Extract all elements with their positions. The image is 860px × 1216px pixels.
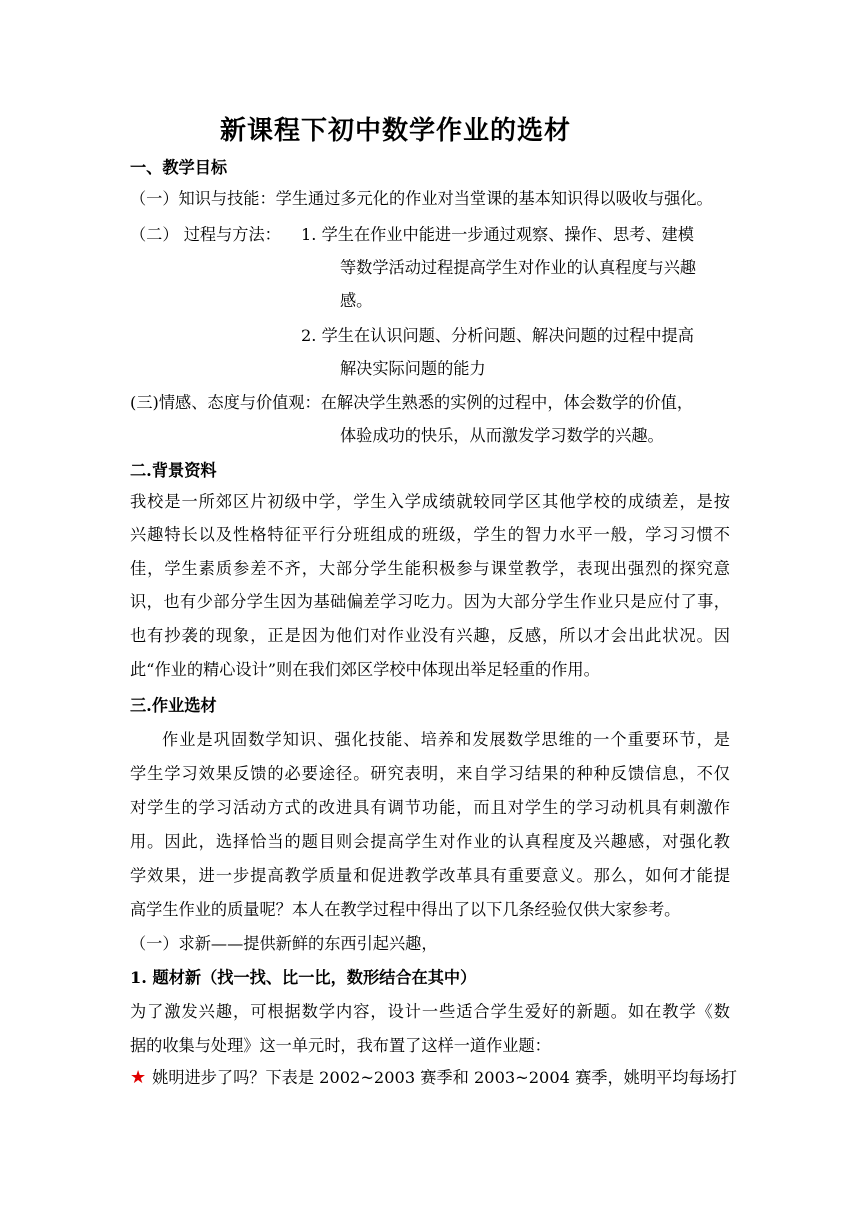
background-line-6: 此“作业的精心设计”则在我们郊区学校中体现出举足轻重的作用。: [130, 660, 600, 679]
page-title: 新课程下初中数学作业的选材: [220, 116, 572, 146]
objective-process-1-line1: 1. 学生在作业中能进一步通过观察、操作、思考、建模: [301, 225, 694, 244]
subsection-heading-novelty: （一）求新——提供新鲜的东西引起兴趣，: [130, 934, 438, 953]
objective-process-2-line1: 2. 学生在认识问题、分析问题、解决问题的过程中提高: [301, 326, 694, 345]
section-heading-objectives: 一、教学目标: [130, 158, 228, 177]
point-line-1: 为了激发兴趣，可根据数学内容，设计一些适合学生爱好的新题。如在教学《数: [130, 1002, 730, 1021]
background-line-3: 佳，学生素质参差不齐，大部分学生能积极参与课堂教学，表现出强烈的探究意: [130, 559, 730, 578]
background-line-5: 也有抄袭的现象，正是因为他们对作业没有兴趣，反感，所以才会出此状况。因: [130, 626, 730, 645]
objective-emotion-line2: 体验成功的快乐，从而激发学习数学的兴趣。: [340, 426, 664, 445]
objective-process-1-line2: 等数学活动过程提高学生对作业的认真程度与兴趣: [340, 258, 697, 277]
selection-line-5: 学效果，进一步提高教学质量和促进教学改革具有重要意义。那么，如何才能提: [130, 866, 730, 885]
selection-line-1: 作业是巩固数学知识、强化技能、培养和发展数学思维的一个重要环节，是: [162, 730, 730, 749]
star-icon: ★: [130, 1067, 147, 1088]
exercise-line: [130, 1067, 737, 1088]
selection-line-3: 对学生的学习活动方式的改进具有调节功能，而且对学生的学习动机具有刺激作: [130, 798, 730, 817]
section-heading-background: 二.背景资料: [130, 461, 217, 480]
section-heading-selection: 三.作业选材: [130, 696, 217, 715]
objective-process-label: （二） 过程与方法：: [130, 225, 281, 244]
background-line-4: 识，也有少部分学生因为基础偏差学习吃力。因为大部分学生作业只是应付了事，: [130, 592, 730, 611]
selection-line-2: 学生学习效果反馈的必要途径。研究表明，来自学习结果的种种反馈信息，不仅: [130, 764, 730, 783]
selection-line-6: 高学生作业的质量呢？本人在教学过程中得出了以下几条经验仅供大家参考。: [130, 900, 681, 919]
selection-line-4: 用。因此，选择恰当的题目则会提高学生对作业的认真程度及兴趣感，对强化教: [130, 832, 730, 851]
objective-process-1-line3: 感。: [340, 291, 373, 310]
exercise-text: 姚明进步了吗？下表是 2002~2003 赛季和 2003~2004 赛季，姚明平均每场打: [152, 1068, 737, 1087]
point-heading-topic: 1. 题材新（找一找、比一比，数形结合在其中）: [130, 968, 477, 987]
objective-emotion-line1: (三)情感、态度与价值观：在解决学生熟悉的实例的过程中，体会数学的价值，: [130, 393, 694, 412]
background-line-2: 兴趣特长以及性格特征平行分班组成的班级，学生的智力水平一般，学习习惯不: [130, 525, 730, 544]
point-line-2: 据的收集与处理》这一单元时，我布置了这样一道作业题：: [130, 1036, 551, 1055]
background-line-1: 我校是一所郊区片初级中学，学生入学成绩就较同学区其他学校的成绩差，是按: [130, 492, 730, 511]
objective-process-2-line2: 解决实际问题的能力: [340, 359, 486, 378]
objective-knowledge: （一）知识与技能：学生通过多元化的作业对当堂课的基本知识得以吸收与强化。: [130, 189, 713, 208]
